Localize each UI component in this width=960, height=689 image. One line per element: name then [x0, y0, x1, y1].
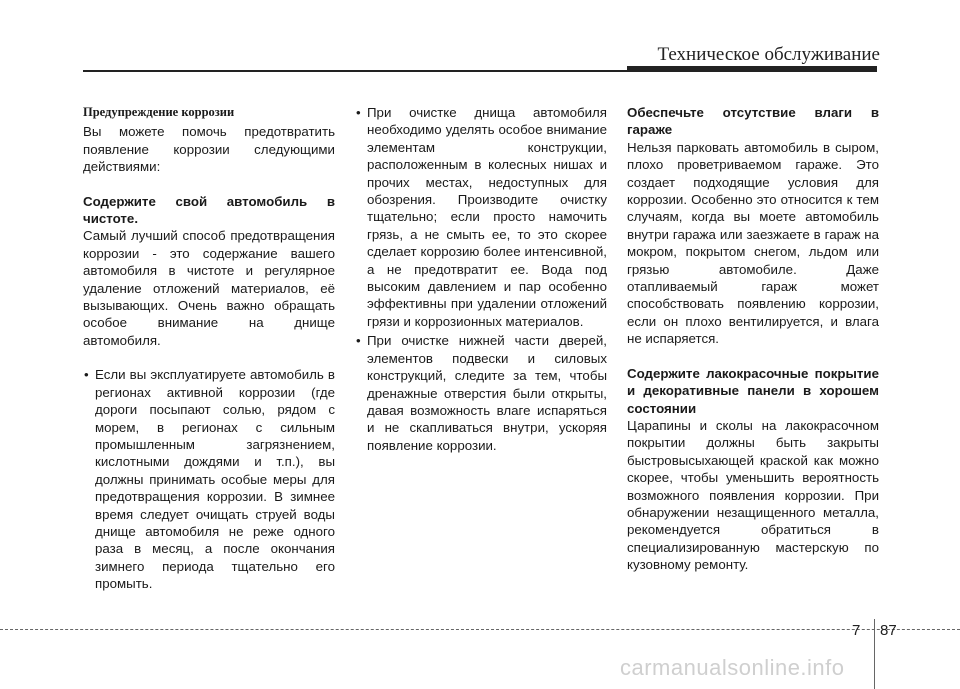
footer-divider	[874, 619, 875, 689]
paragraph-clean: Самый лучший способ предотвращения коррозии - это содержание вашего автомобиля в чистоте и регулярное удаление отложений материалов, её вызывающих. Очень важно обращать особое внимание на днище автомобиля.	[83, 228, 335, 348]
page-number: 87	[880, 622, 897, 639]
paragraph-moisture: Нельзя парковать автомобиль в сыром, плохо проветриваемом гараже. Это создает подходящие условия для коррозии. Особенно это относится к тем случаям, когда вы моете автомобиль внутри гаража или заезжаете в гараж на мокром, покрытом снегом, льдом или грязью автомобиле. Даже отапливаемый гараж может способствовать появлению коррозии, если он плохо вентилируется, и влага не испаряется.	[627, 139, 879, 347]
column-1	[83, 104, 335, 595]
page-header-title: Техническое обслуживание	[657, 44, 880, 65]
list-item-text: При очистке днища автомобиля необходимо уделять особое внимание элементам конструкции, расположенным в колесных нишах и прочих местах, недоступных для обозрения. Производите очистку тщательно; если просто намочить грязь, а не смыть ее, то это скорее сделает коррозию более интенсивной, а не предотвратит ее. Вода под высоким давлением и пар особенно эффективны при удалении отложений грязи и коррозионных материалов.	[367, 105, 607, 329]
bullet-list	[355, 104, 607, 454]
list-item-text: Если вы эксплуатируете автомобиль в регионах активной коррозии (где дороги посыпают солью, рядом с морем, в регионах с сильным промышленным загрязнением, кислотными дождями и т.п.), вы должны принимать особые меры для предотвращения коррозии. В зимнее время следует очищать струей воды днище автомобиля не реже одного раза в месяц, а после окончания зимнего периода тщательно его промыть.	[95, 367, 335, 592]
list-item	[355, 332, 607, 454]
subheading-moisture: Обеспечьте отсутствие влаги в гараже	[627, 105, 879, 138]
section-title: Предупреждение коррозии	[83, 105, 235, 119]
footer-dashed-rule	[0, 629, 960, 630]
paragraph-paint: Царапины и сколы на лакокрасочном покрытии должны быть закрыты быстровысыхающей краской как можно скорее, чтобы уменьшить вероятность возможного появления коррозии. При обнаружении незащищенного металла, рекомендуется обратиться в специализированную мастерскую по кузовному ремонту.	[627, 417, 879, 573]
column-2	[355, 104, 607, 456]
intro-paragraph: Вы можете помочь предотвратить появление коррозии следующими действиями:	[83, 124, 335, 175]
subheading-clean: Содержите свой автомобиль в чистоте.	[83, 193, 335, 227]
bullet-icon: •	[356, 333, 361, 349]
list-item-text: При очистке нижней части дверей, элементов подвески и силовых конструкций, следите за тем, чтобы дренажные отверстия были открыты, давая возможность влаге испаряться и не скапливаться внутри, ускоряя появление коррозии.	[367, 333, 607, 453]
bullet-list	[83, 366, 335, 592]
subheading-paint: Содержите лакокрасочные покрытие и декоративные панели в хорошем состоянии	[627, 365, 879, 416]
watermark: carmanualsonline.info	[620, 655, 845, 680]
bullet-icon: •	[356, 105, 361, 120]
header-rule-accent	[627, 66, 877, 72]
list-item	[83, 366, 335, 592]
header-rule	[83, 70, 628, 72]
chapter-number: 7	[852, 622, 861, 639]
bullet-icon: •	[84, 367, 89, 383]
column-3	[627, 104, 879, 591]
list-item	[355, 104, 607, 330]
